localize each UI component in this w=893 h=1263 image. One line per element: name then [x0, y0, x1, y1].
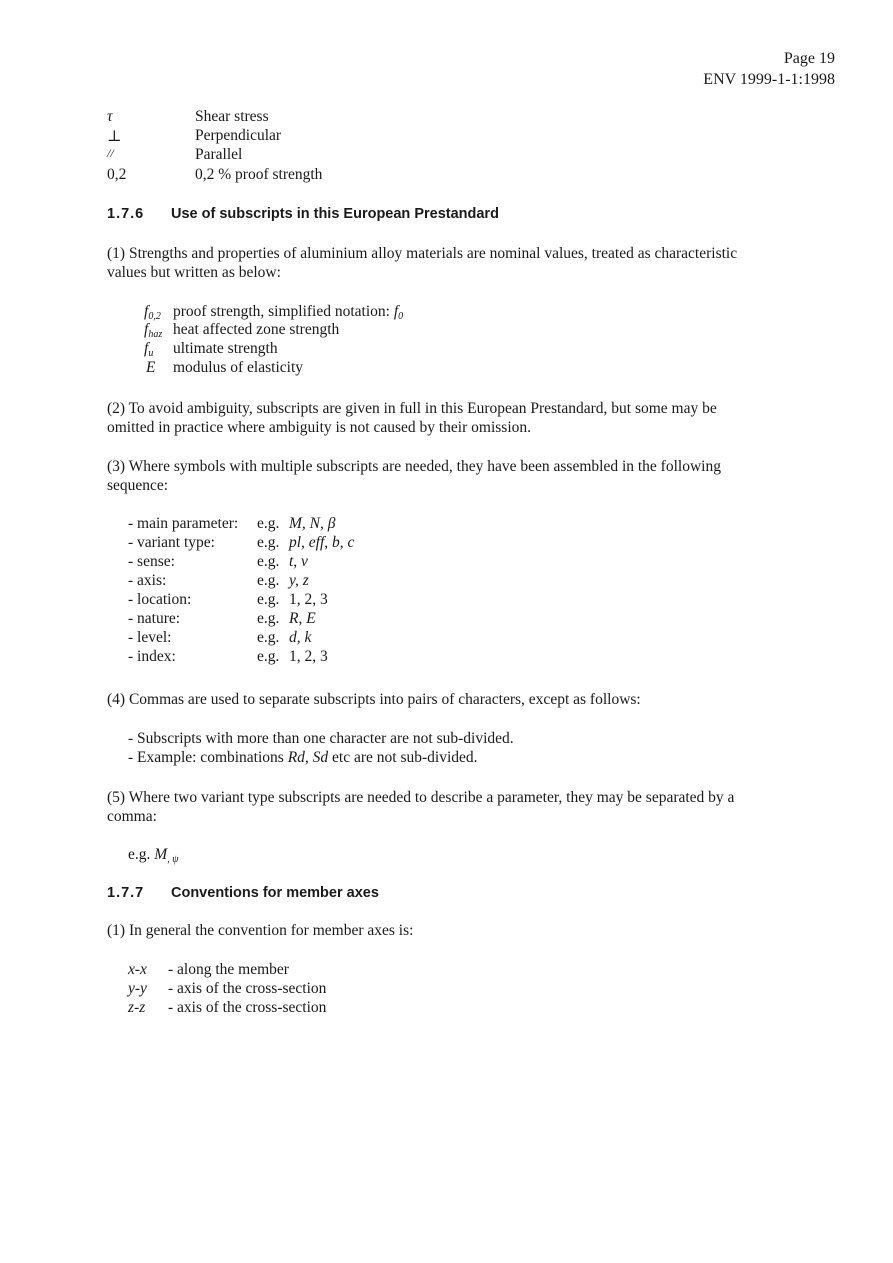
property-symbol: E [146, 359, 156, 376]
sequence-eg: e.g. [257, 610, 280, 627]
symbol-description: Parallel [195, 146, 243, 163]
sequence-value: pl, eff, b, c [289, 534, 355, 551]
sequence-eg: e.g. [257, 629, 280, 646]
sequence-label: - location: [128, 591, 192, 608]
sequence-value: t, v [289, 553, 308, 570]
section-number: 1.7.7 [107, 885, 145, 901]
document-code: ENV 1999-1-1:1998 [703, 71, 835, 88]
property-symbol: $f_{haz}$ [144, 321, 163, 340]
axis-symbol: x-x [128, 961, 147, 978]
tau-symbol: τ [107, 108, 113, 125]
sequence-value: M, N, β [289, 515, 336, 532]
property-description: ultimate strength [173, 340, 278, 357]
sequence-value: 1, 2, 3 [289, 591, 328, 608]
perpendicular-symbol: ⊥ [107, 128, 122, 145]
proof-symbol: 0,2 [107, 166, 127, 183]
paragraph-2-line-2: omitted in practice where ambiguity is not caused by their omission. [107, 419, 532, 436]
property-symbol: $f_u$ [144, 340, 154, 359]
symbol-description: Shear stress [195, 108, 269, 125]
paragraph-1-line-2: values but written as below: [107, 264, 281, 281]
section-heading-1-7-6 [107, 206, 499, 222]
paragraph-3-line-2: sequence: [107, 477, 169, 494]
paragraph-4-bullet-2: - Example: combinations Rd, Sd etc are not sub-divided. [128, 749, 478, 766]
sequence-label: - main parameter: [128, 515, 239, 532]
sequence-eg: e.g. [257, 553, 280, 570]
section-heading-1-7-7 [107, 885, 379, 901]
sequence-eg: e.g. [257, 572, 280, 589]
axis-description: - axis of the cross-section [168, 980, 327, 997]
paragraph-3-line-1: (3) Where symbols with multiple subscripts are needed, they have been assembled in the following [107, 458, 721, 475]
page-number: Page 19 [783, 50, 835, 67]
axis-description: - along the member [168, 961, 289, 978]
property-description: proof strength, simplified notation: $f_0$ [173, 303, 404, 322]
paragraph-2-line-1: (2) To avoid ambiguity, subscripts are given in full in this European Prestandard, but some may be [107, 400, 717, 417]
property-description: modulus of elasticity [173, 359, 304, 376]
symbol-description: Perpendicular [195, 127, 282, 144]
section-number: 1.7.6 [107, 206, 145, 222]
sequence-eg: e.g. [257, 534, 280, 551]
symbol-description: 0,2 % proof strength [195, 166, 323, 183]
paragraph-5-line-2: comma: [107, 808, 157, 825]
section-title: Conventions for member axes [171, 885, 379, 901]
sequence-label: - nature: [128, 610, 181, 627]
section-title: Use of subscripts in this European Prestandard [171, 206, 499, 222]
sequence-label: - index: [128, 648, 176, 665]
sequence-value: y, z [289, 572, 309, 589]
axis-symbol: y-y [128, 980, 147, 997]
sequence-eg: e.g. [257, 515, 280, 532]
sequence-eg: e.g. [257, 591, 280, 608]
sequence-label: - sense: [128, 553, 175, 570]
sequence-eg: e.g. [257, 648, 280, 665]
axis-description: - axis of the cross-section [168, 999, 327, 1016]
sequence-value: 1, 2, 3 [289, 648, 328, 665]
paragraph-5-line-1: (5) Where two variant type subscripts are needed to describe a parameter, they may be separated by a [107, 789, 735, 806]
axes-intro: (1) In general the convention for member axes is: [107, 922, 414, 939]
sequence-label: - level: [128, 629, 172, 646]
property-symbol: $f_{0,2}$ [144, 303, 161, 322]
sequence-value: R, E [289, 610, 316, 627]
property-description: heat affected zone strength [173, 321, 340, 338]
sequence-label: - variant type: [128, 534, 215, 551]
axis-symbol: z-z [128, 999, 146, 1016]
sequence-label: - axis: [128, 572, 167, 589]
paragraph-4-bullet-1: - Subscripts with more than one character are not sub-divided. [128, 730, 514, 747]
paragraph-5-example: e.g. $M_{, \psi}$ [128, 846, 179, 865]
sequence-value: d, k [289, 629, 312, 646]
paragraph-4: (4) Commas are used to separate subscripts into pairs of characters, except as follows: [107, 691, 641, 708]
parallel-symbol: // [107, 146, 114, 160]
paragraph-1-line-1: (1) Strengths and properties of aluminium alloy materials are nominal values, treated as characteristic [107, 245, 738, 262]
